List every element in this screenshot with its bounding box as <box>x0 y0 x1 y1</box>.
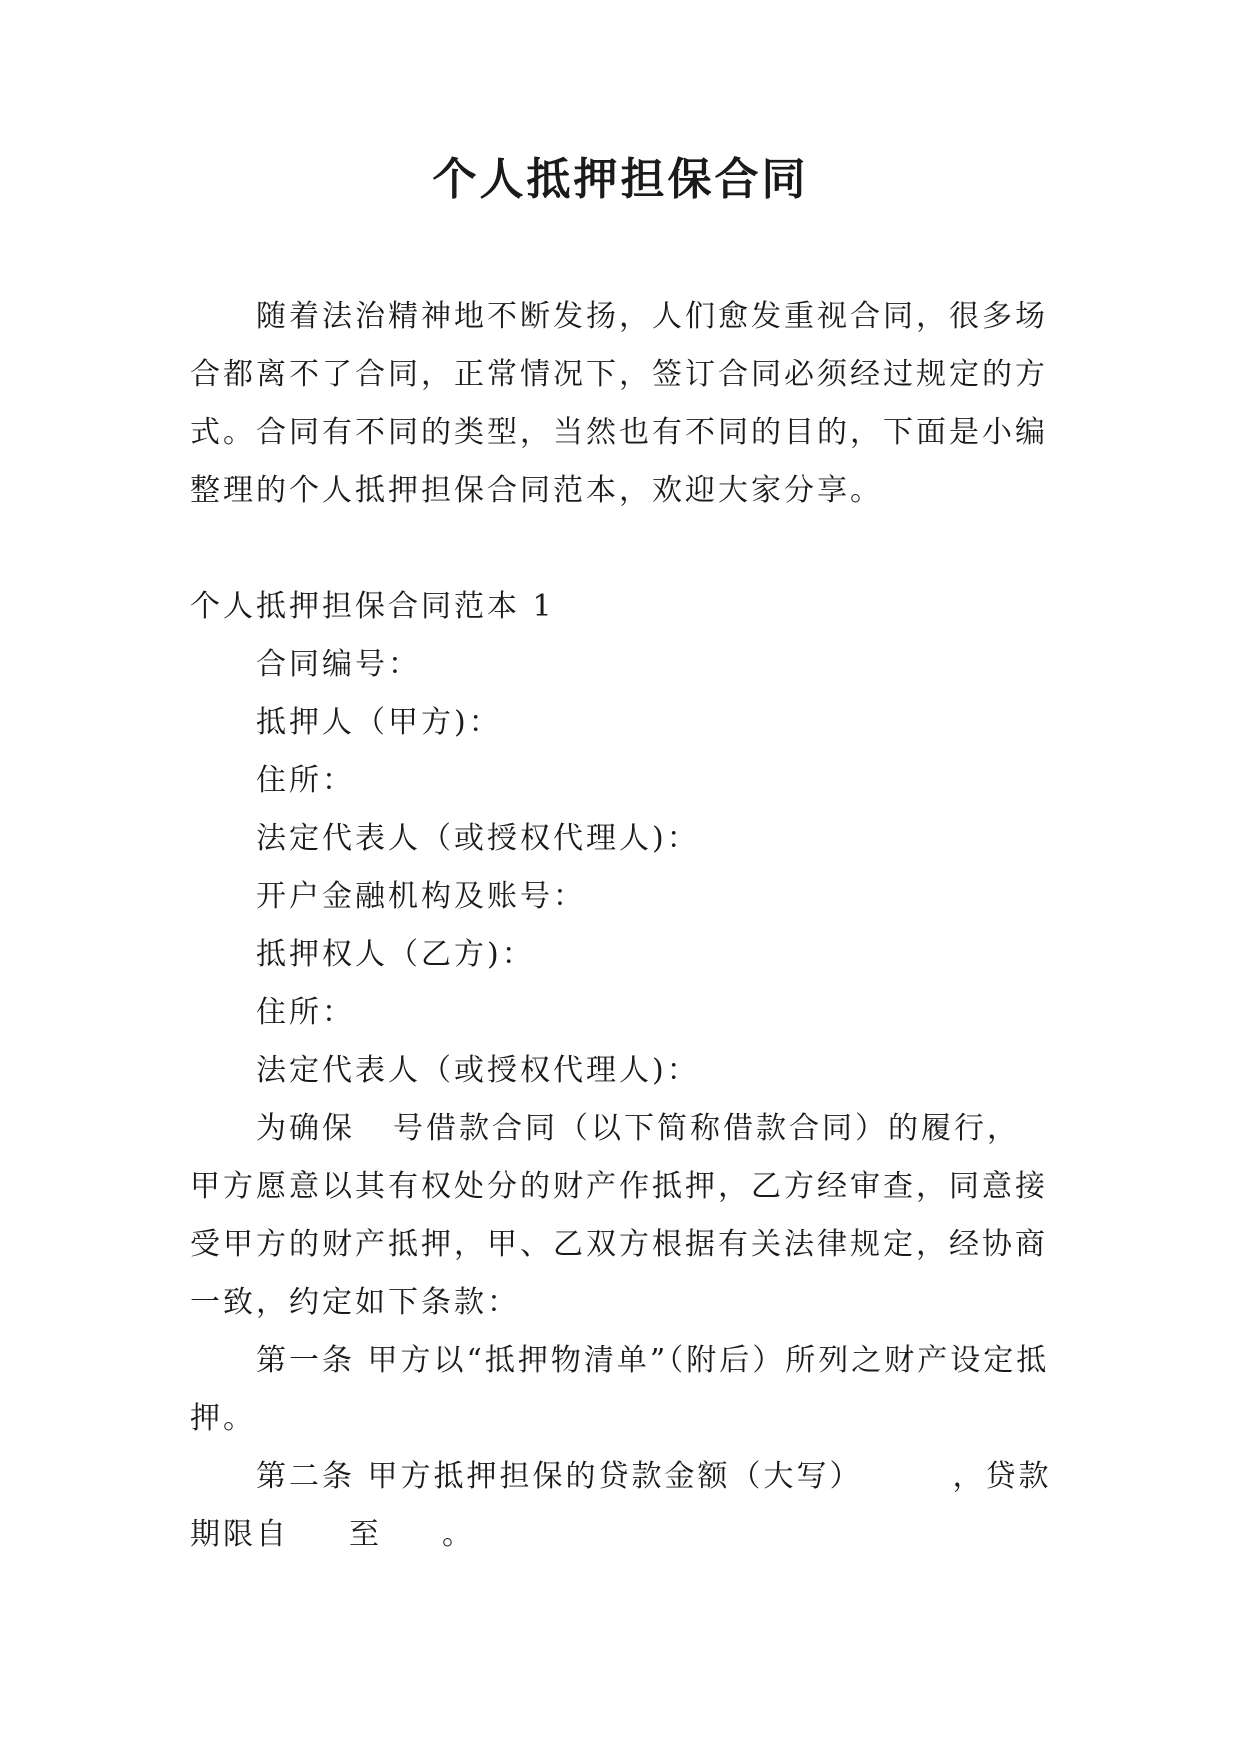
field-mortgagor-representative: 法定代表人（或授权代理人)： <box>256 821 700 856</box>
contract-body <box>190 636 1052 1564</box>
article-2-part4: 。 <box>442 1517 475 1552</box>
field-mortgagee-address: 住所： <box>256 995 355 1030</box>
document-title: 个人抵押担保合同 <box>432 154 809 205</box>
purpose-rest: 号借款合同（以下简称借款合同）的履行，甲方愿意以其有权处分的财产作抵押，乙方经审查，同意接受甲方的财产抵押，甲、乙双方根据有关法律规定，经协商一致，约定如下条款： <box>190 1111 1048 1320</box>
section-heading: 个人抵押担保合同范本 1 <box>190 589 555 624</box>
intro-text: 随着法治精神地不断发扬，人们愈发重视合同，很多场合都离不了合同，正常情况下，签订合同必须经过规定的方式。合同有不同的类型，当然也有不同的目的，下面是小编整理的个人抵押担保合同范本，欢迎大家分享。 <box>190 299 1048 508</box>
field-mortgagor: 抵押人（甲方)： <box>256 705 502 740</box>
article-2 <box>190 1448 1052 1564</box>
article-2-part2: ，贷款期限自 <box>190 1459 1052 1552</box>
purpose-prefix: 为确保 <box>256 1111 355 1146</box>
article-1: 第一条 甲方以“抵押物清单”（附后）所列之财产设定抵押。 <box>190 1343 1050 1436</box>
article-2-part1: 第二条 甲方抵押担保的贷款金额（大写） <box>256 1459 863 1494</box>
purpose-paragraph <box>190 1100 1052 1332</box>
article-2-part3: 至 <box>349 1517 382 1552</box>
field-contract-number: 合同编号： <box>256 647 421 682</box>
field-mortgagor-address: 住所： <box>256 763 355 798</box>
field-mortgagee: 抵押权人（乙方)： <box>256 937 535 972</box>
intro-paragraph <box>190 288 1052 520</box>
field-bank-account: 开户金融机构及账号： <box>256 879 586 914</box>
field-mortgagee-representative: 法定代表人（或授权代理人)： <box>256 1053 700 1088</box>
